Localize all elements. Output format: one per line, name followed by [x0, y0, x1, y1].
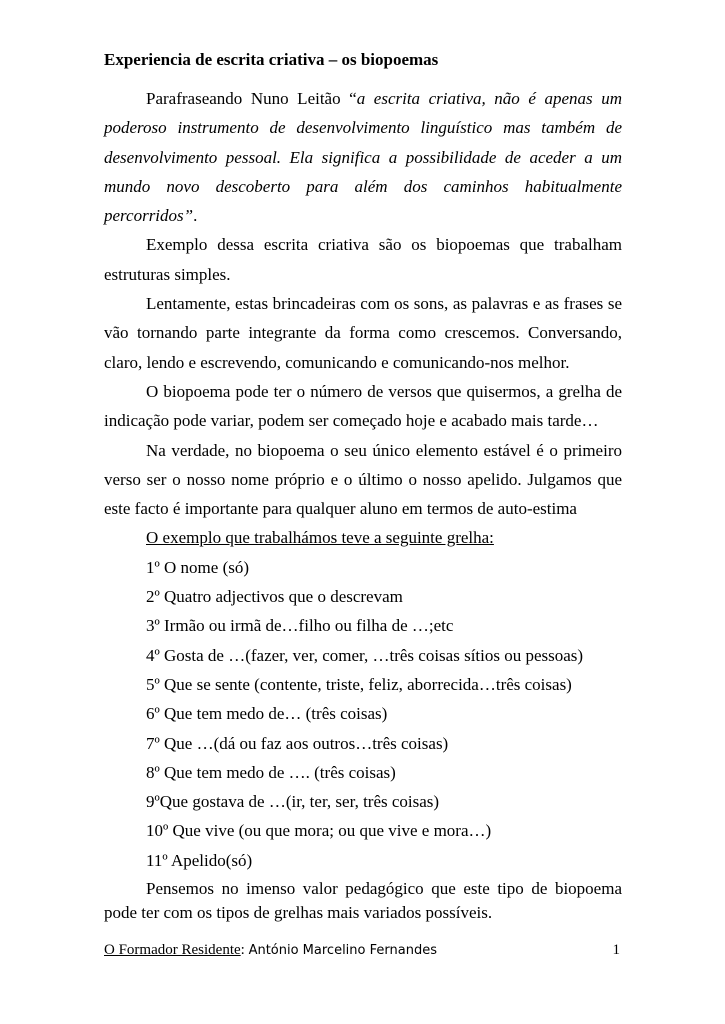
list-item: 4º Gosta de …(fazer, ver, comer, …três coisas sítios ou pessoas) — [146, 645, 584, 665]
page-number: 1 — [612, 942, 620, 958]
paragraph-stable-element: Na verdade, no biopoema o seu único elemento estável é o primeiro verso ser o nosso nome próprio e o último o nosso apelido. Julgamos que este facto é importante para qualquer aluno em termos de auto-estima — [104, 440, 622, 519]
paragraph-intro-quote — [104, 84, 622, 230]
paragraph-verses: O biopoema pode ter o número de versos que quisermos, a grelha de indicação pode variar, podem ser começado hoje e acabado mais tarde… — [104, 381, 622, 431]
list-item: 3º Irmão ou irmã de…filho ou filha de …;etc — [146, 616, 454, 636]
quote-lead: Parafraseando Nuno Leitão “ — [146, 89, 357, 108]
quote-text: a escrita criativa, não é apenas um poderoso instrumento de desenvolvimento linguístico mas também de desenvolvimento pessoal. Ela significa a possibilidade de aceder a um mundo novo descoberto para além dos caminhos habitualmente percorridos” — [104, 89, 622, 226]
grid-list — [104, 553, 622, 875]
quote-tail: . — [193, 206, 198, 226]
list-item: 7º Que …(dá ou faz aos outros…três coisas) — [146, 733, 449, 753]
grid-list-heading: O exemplo que trabalhámos teve a seguinte grelha: — [146, 528, 494, 548]
paragraph-pedagogical-value: Pensemos no imenso valor pedagógico que este tipo de biopoema pode ter com os tipos de grelhas mais variados possíveis. — [104, 879, 622, 923]
list-item: 2º Quatro adjectivos que o descrevam — [146, 587, 403, 607]
page-footer — [104, 942, 622, 970]
paragraph-example: Exemplo dessa escrita criativa são os biopoemas que trabalham estruturas simples. — [104, 235, 622, 284]
footer-author-name: António Marcelino Fernandes — [248, 943, 437, 958]
list-item: 10º Que vive (ou que mora; ou que vive e mora…) — [146, 821, 492, 841]
list-item: 11º Apelido(só) — [146, 850, 253, 870]
list-item: 1º O nome (só) — [146, 557, 250, 577]
list-item: 8º Que tem medo de …. (três coisas) — [146, 762, 396, 782]
footer-label: O Formador Residente — [104, 942, 241, 958]
document-body — [104, 84, 622, 925]
list-item: 6º Que tem medo de… (três coisas) — [146, 704, 388, 724]
list-item: 9ºQue gostava de …(ir, ter, ser, três coisas) — [146, 792, 440, 812]
paragraph-slowly: Lentamente, estas brincadeiras com os sons, as palavras e as frases se vão tornando parte integrante da forma como crescemos. Conversando, claro, lendo e escrevendo, comunicando e comunicando-nos melhor. — [104, 294, 622, 372]
list-item: 5º Que se sente (contente, triste, feliz, aborrecida…três coisas) — [146, 674, 572, 694]
document-title: Experiencia de escrita criativa – os biopoemas — [104, 50, 439, 69]
footer-separator: : — [240, 942, 249, 958]
